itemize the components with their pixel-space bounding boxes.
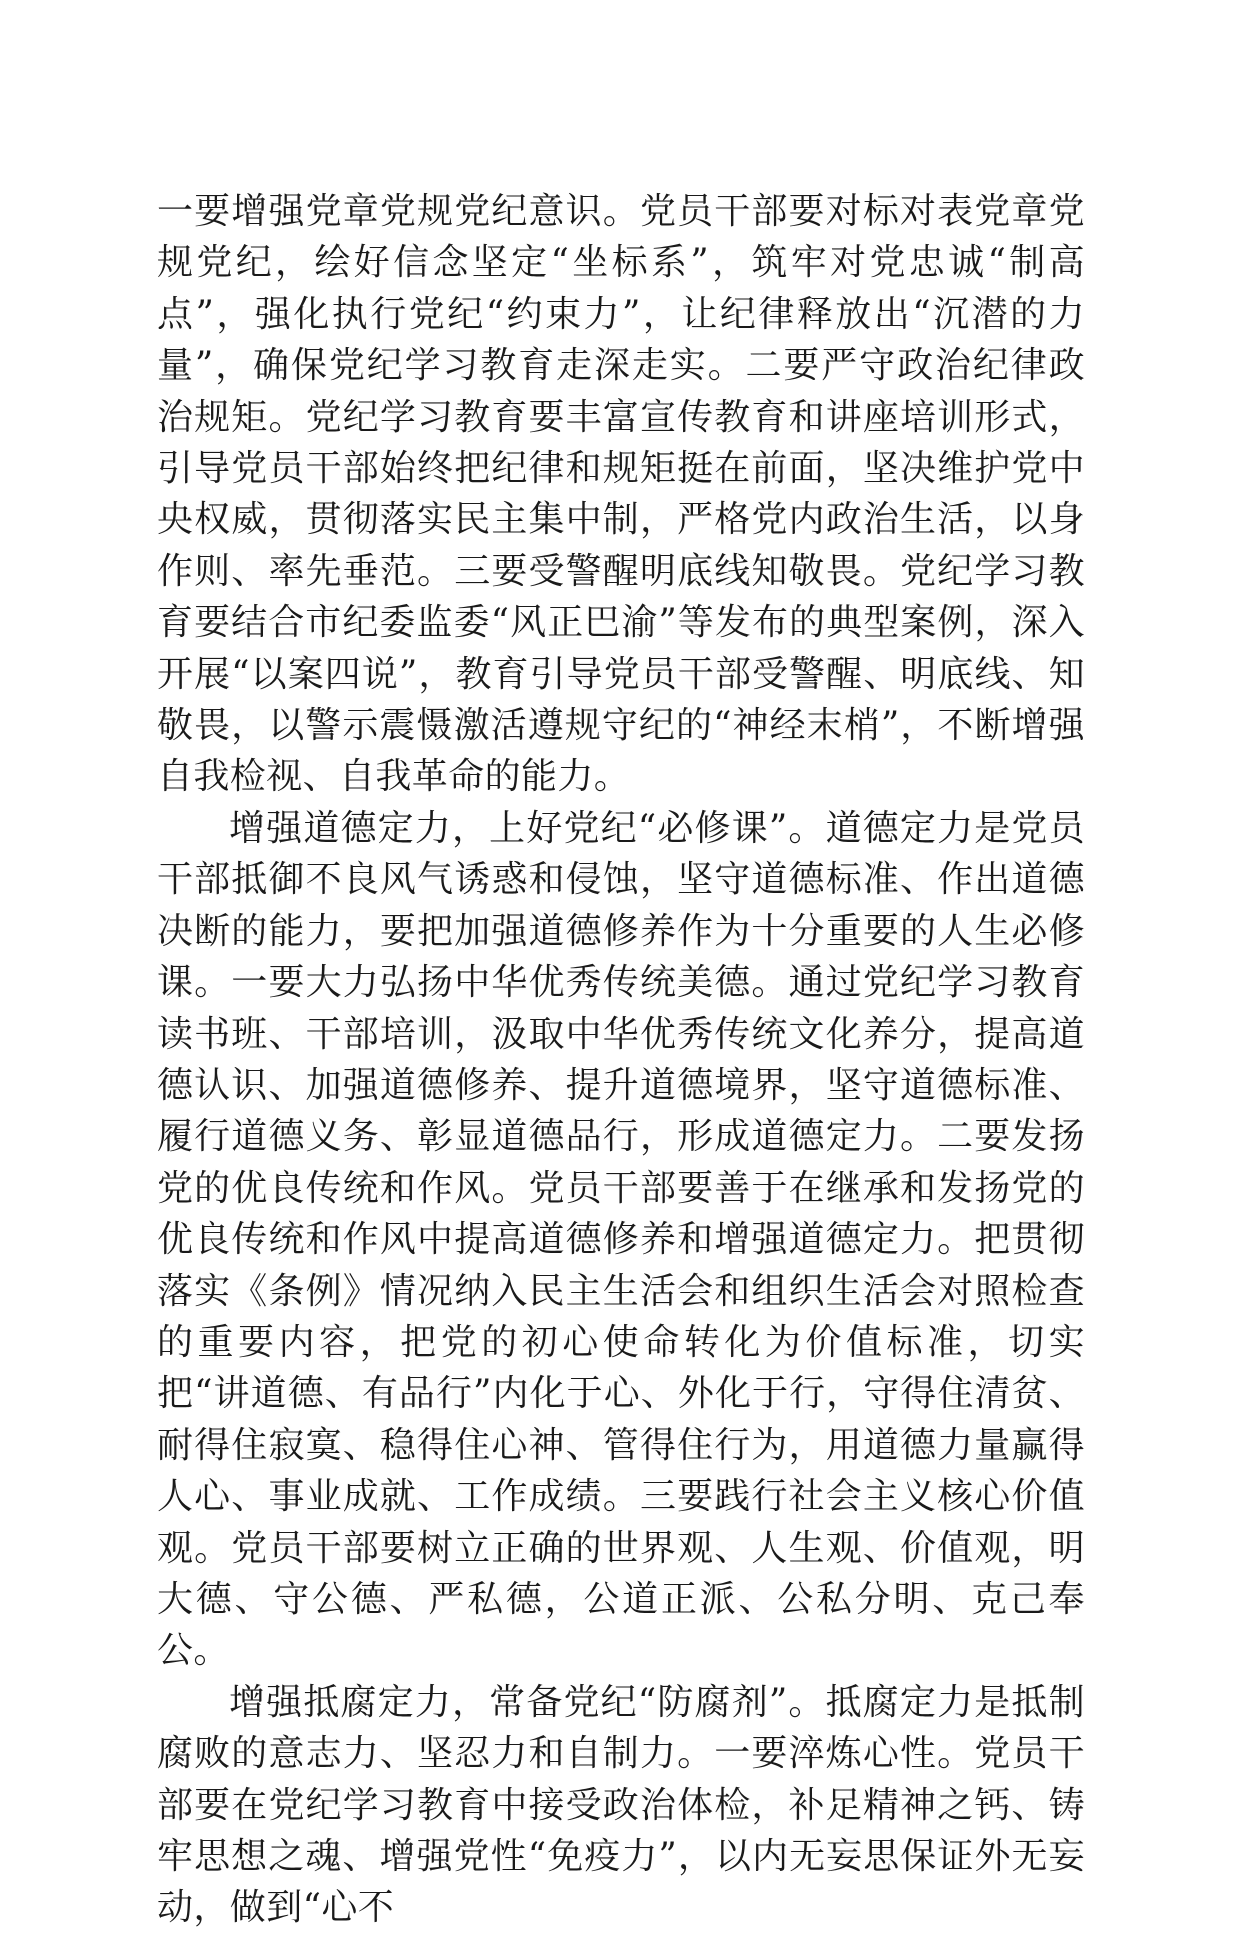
- paragraph-1: 一要增强党章党规党纪意识。党员干部要对标对表党章党规党纪，绘好信念坚定“坐标系”，筑牢对党忠诚“制高点”，强化执行党纪“约束力”，让纪律释放出“沉潜的力量”，确保党纪学习教育走深走实。二要严守政治纪律政治规矩。党纪学习教育要丰富宣传教育和讲座培训形式，引导党员干部始终把纪律和规矩挺在前面，坚决维护党中央权威，贯彻落实民主集中制，严格党内政治生活，以身作则、率先垂范。三要受警醒明底线知敬畏。党纪学习教育要结合市纪委监委“风正巴渝”等发布的典型案例，深入开展“以案四说”，教育引导党员干部受警醒、明底线、知敬畏，以警示震慑激活遵规守纪的“神经末梢”，不断增强自我检视、自我革命的能力。: [157, 191, 1085, 798]
- body-text: [157, 186, 1085, 1934]
- paragraph-2: 增强道德定力，上好党纪“必修课”。道德定力是党员干部抵御不良风气诱惑和侵蚀，坚守道德标准、作出道德决断的能力，要把加强道德修养作为十分重要的人生必修课。一要大力弘扬中华优秀传统美德。通过党纪学习教育读书班、干部培训，汲取中华优秀传统文化养分，提高道德认识、加强道德修养、提升道德境界，坚守道德标准、履行道德义务、彰显道德品行，形成道德定力。二要发扬党的优良传统和作风。党员干部要善于在继承和发扬党的优良传统和作风中提高道德修养和增强道德定力。把贯彻落实《条例》情况纳入民主生活会和组织生活会对照检查的重要内容，把党的初心使命转化为价值标准，切实把“讲道德、有品行”内化于心、外化于行，守得住清贫、耐得住寂寞、稳得住心神、管得住行为，用道德力量赢得人心、事业成就、工作成绩。三要践行社会主义核心价值观。党员干部要树立正确的世界观、人生观、价值观，明大德、守公德、严私德，公道正派、公私分明、克己奉公。: [157, 807, 1085, 1672]
- paragraph-3: 增强抵腐定力，常备党纪“防腐剂”。抵腐定力是抵制腐败的意志力、坚忍力和自制力。一要淬炼心性。党员干部要在党纪学习教育中接受政治体检，补足精神之钙、铸牢思想之魂、增强党性“免疫力”，以内无妄思保证外无妄动，做到“心不: [157, 1681, 1085, 1929]
